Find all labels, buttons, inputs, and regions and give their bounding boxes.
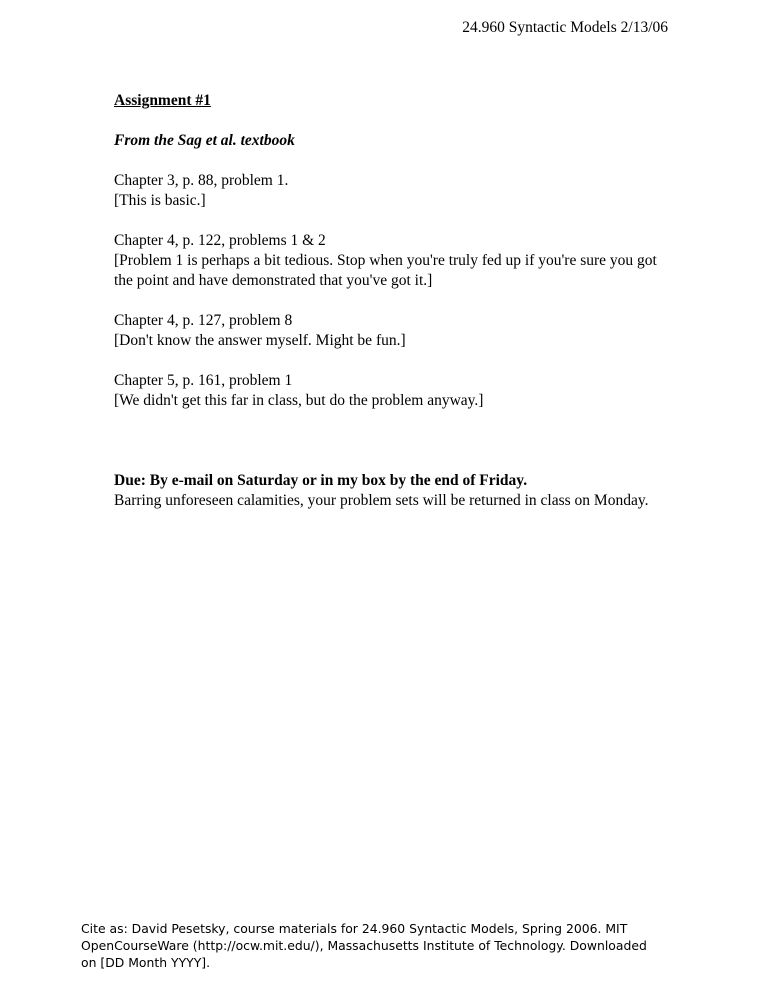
problem-note: [Problem 1 is perhaps a bit tedious. Stop when you're truly fed up if you're sure you got the point and have demonstrated that you've got it.]: [114, 252, 657, 289]
assignment-title: Assignment #1: [114, 92, 211, 109]
return-note: Barring unforeseen calamities, your problem sets will be returned in class on Monday.: [114, 492, 649, 509]
source-heading: From the Sag et al. textbook: [114, 132, 295, 149]
citation-footer: [81, 920, 651, 971]
assignment-body: [114, 91, 674, 511]
problem-reference: Chapter 3, p. 88, problem 1.: [114, 172, 289, 189]
citation-line: OpenCourseWare (http://ocw.mit.edu/), Massachusetts Institute of Technology. Downloaded: [81, 938, 647, 953]
problem-item: [114, 231, 674, 291]
citation-line: on [DD Month YYYY].: [81, 955, 211, 970]
problem-reference: Chapter 4, p. 122, problems 1 & 2: [114, 232, 326, 249]
problem-note: [Don't know the answer myself. Might be fun.]: [114, 332, 406, 349]
problem-note: [This is basic.]: [114, 192, 206, 209]
problem-reference: Chapter 4, p. 127, problem 8: [114, 312, 293, 329]
problem-note: [We didn't get this far in class, but do the problem anyway.]: [114, 392, 484, 409]
running-header: 24.960 Syntactic Models 2/13/06: [462, 19, 668, 36]
problem-reference: Chapter 5, p. 161, problem 1: [114, 372, 293, 389]
problem-item: [114, 371, 674, 411]
due-line: Due: By e-mail on Saturday or in my box by the end of Friday.: [114, 472, 528, 489]
problem-item: [114, 171, 674, 211]
problem-item: [114, 311, 674, 351]
citation-line: Cite as: David Pesetsky, course materials for 24.960 Syntactic Models, Spring 2006. MIT: [81, 921, 628, 936]
